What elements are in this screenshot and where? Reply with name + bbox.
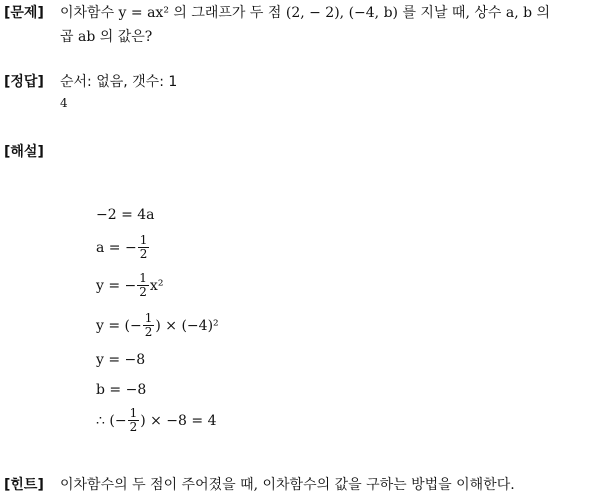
fraction-one-half	[128, 407, 140, 434]
hint-text: 이차함수의 두 점이 주어졌을 때, 이차함수의 값을 구하는 방법을 이해한다.	[60, 477, 515, 493]
answer-value: 4	[60, 96, 68, 110]
fraction-denominator: 2	[139, 285, 147, 299]
solution-step-3	[96, 272, 163, 299]
fraction-numerator: 1	[139, 233, 148, 247]
explanation-label: [해설]	[4, 144, 44, 160]
fraction-denominator: 2	[129, 420, 138, 434]
step5-text: y = −8	[96, 352, 146, 368]
step4-rhs: ) × (−4)²	[155, 317, 219, 334]
step3-rhs: x²	[149, 277, 164, 294]
solution-step-1	[96, 207, 155, 223]
fraction-denominator: 2	[144, 325, 153, 339]
hint-label: [힌트]	[4, 477, 44, 493]
fraction-numerator: 1	[139, 271, 147, 285]
solution-step-5	[96, 352, 145, 368]
solution-step-6	[96, 382, 146, 398]
fraction-one-half	[137, 272, 149, 299]
answer-label: [정답]	[4, 74, 44, 90]
solution-step-4	[96, 312, 219, 339]
step7-rhs: ) × −8 = 4	[140, 412, 217, 429]
answer-meta: 순서: 없음, 갯수: 1	[60, 74, 178, 90]
step3-lhs: y = −	[96, 277, 137, 294]
problem-text-line2: 곱 ab 의 값은?	[60, 29, 153, 45]
solution-step-2	[96, 234, 150, 261]
step1-text: −2 = 4a	[96, 207, 155, 223]
fraction-numerator: 1	[144, 311, 153, 325]
step6-text: b = −8	[96, 382, 147, 398]
fraction-denominator: 2	[139, 247, 148, 261]
solution-step-7	[96, 407, 216, 434]
fraction-one-half	[143, 312, 155, 339]
fraction-numerator: 1	[129, 406, 138, 420]
problem-text-line1: 이차함수 y = ax² 의 그래프가 두 점 (2, − 2), (−4, b) 를 지날 때, 상수 a, b 의	[60, 5, 551, 21]
problem-label: [문제]	[4, 5, 44, 21]
fraction-one-half	[138, 234, 150, 261]
step4-lhs: y = (−	[96, 317, 142, 334]
step7-lhs: ∴ (−	[96, 412, 127, 429]
step2-lhs: a = −	[96, 239, 137, 256]
